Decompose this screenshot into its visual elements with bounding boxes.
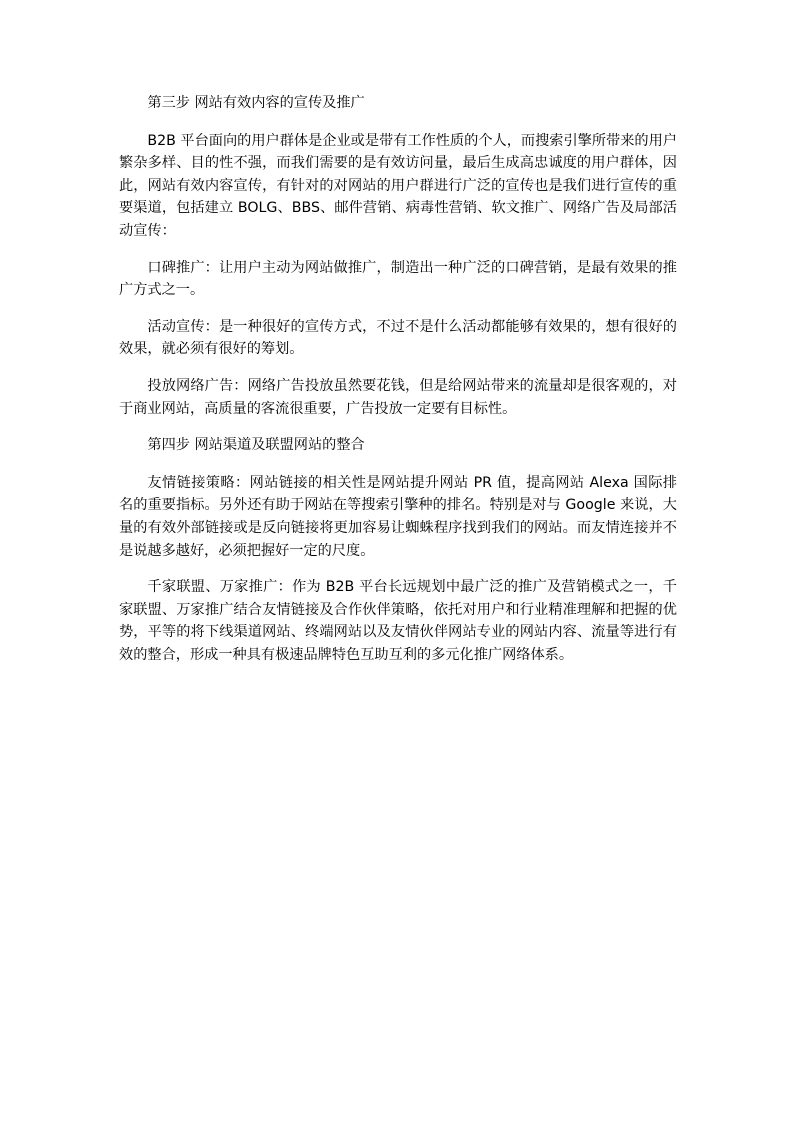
paragraph-event-promotion: 活动宣传：是一种很好的宣传方式，不过不是什么活动都能够有效果的，想有很好的效果，就必须有很好的筹划。 bbox=[119, 318, 677, 358]
paragraph-word-of-mouth: 口碑推广：让用户主动为网站做推广，制造出一种广泛的口碑营销，是最有效果的推广方式之一。 bbox=[119, 259, 677, 299]
section-heading-step3: 第三步 网站有效内容的宣传及推广 bbox=[147, 95, 365, 111]
document-body bbox=[119, 92, 677, 680]
paragraph-friend-links: 友情链接策略：网站链接的相关性是网站提升网站 PR 值，提高网站 Alexa 国际排名的重要指标。另外还有助于网站在等搜索引擎种的排名。特别是对与 Google 来说，大量的有效外部链接或是反向链接将更加容易让蜘蛛程序找到我们的网站。而友情连接并不是说越多越好，必须把握好一定的尺度。 bbox=[119, 474, 677, 559]
paragraph-online-ads: 投放网络广告：网络广告投放虽然要花钱，但是给网站带来的流量却是很客观的，对于商业网站，高质量的客流很重要，广告投放一定要有目标性。 bbox=[119, 377, 677, 417]
paragraph-b2b-audience: B2B 平台面向的用户群体是企业或是带有工作性质的个人，而搜索引擎所带来的用户繁杂多样、目的性不强，而我们需要的是有效访问量，最后生成高忠诚度的用户群体，因此，网站有效内容宣传，有针对的对网站的用户群进行广泛的宣传也是我们进行宣传的重要渠道，包括建立 BOLG、BBS、邮件营销、病毒性营销、软文推广、网络广告及局部活动宣传： bbox=[119, 132, 677, 239]
section-heading-step4: 第四步 网站渠道及联盟网站的整合 bbox=[147, 437, 365, 454]
paragraph-alliance: 千家联盟、万家推广：作为 B2B 平台长远规划中最广泛的推广及营销模式之一，千家联盟、万家推广结合友情链接及合作伙伴策略，依托对用户和行业精准理解和把握的优势，平等的将下线渠道网站、终端网站以及友情伙伴网站专业的网站内容、流量等进行有效的整合，形成一种具有极速品牌特色互助互利的多元化推广网络体系。 bbox=[119, 579, 677, 663]
